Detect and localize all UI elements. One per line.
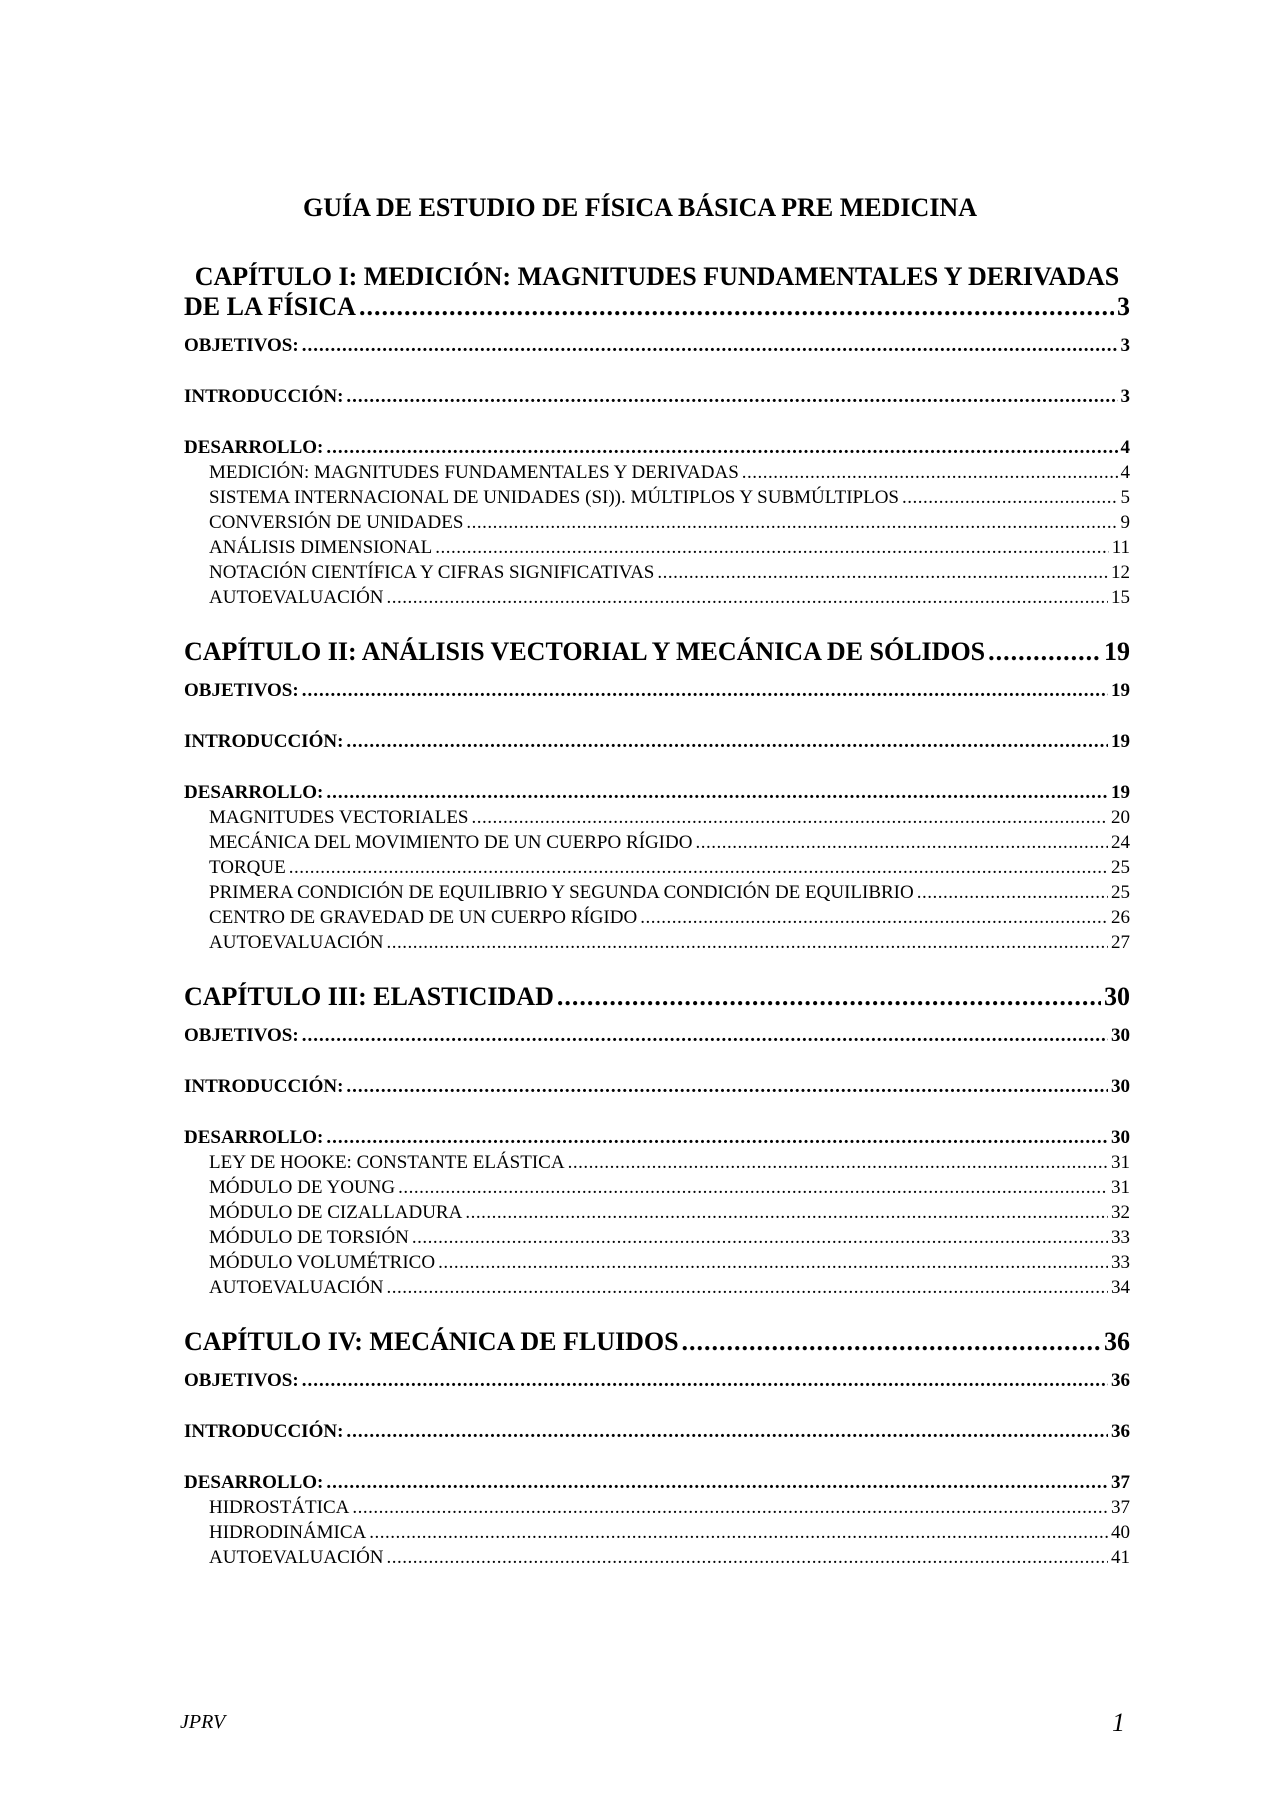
toc-subsection[interactable] — [184, 880, 1130, 905]
subsection-label: MÓDULO DE TORSIÓN — [209, 1227, 409, 1248]
dot-leader — [435, 535, 1108, 560]
dot-leader — [398, 1175, 1108, 1200]
subsection-label: MAGNITUDES VECTORIALES — [209, 807, 469, 828]
section-label: INTRODUCCIÓN: — [184, 731, 344, 752]
toc-subsection[interactable] — [184, 1545, 1130, 1570]
toc-subsection[interactable] — [184, 930, 1130, 955]
page-number: 5 — [1120, 487, 1130, 508]
toc-section-desarrollo[interactable] — [184, 1471, 1130, 1495]
dot-leader — [346, 1075, 1108, 1099]
page-number: 19 — [1104, 637, 1130, 666]
page-number: 27 — [1111, 932, 1130, 953]
section-label: OBJETIVOS: — [184, 335, 299, 356]
section-label: INTRODUCCIÓN: — [184, 1076, 344, 1097]
dot-leader — [682, 1327, 1101, 1357]
section-label: INTRODUCCIÓN: — [184, 1421, 344, 1442]
page-number: 19 — [1111, 680, 1130, 701]
subsection-label: PRIMERA CONDICIÓN DE EQUILIBRIO Y SEGUNDA CONDICIÓN DE EQUILIBRIO — [209, 882, 914, 903]
dot-leader — [640, 905, 1108, 930]
toc-section-introduccion[interactable] — [184, 730, 1130, 754]
chapter-heading[interactable] — [184, 637, 1130, 667]
chapter-title: CAPÍTULO IV: MECÁNICA DE FLUIDOS — [184, 1327, 679, 1356]
page-number: 37 — [1111, 1497, 1130, 1518]
dot-leader — [326, 781, 1108, 805]
dot-leader — [742, 460, 1118, 485]
chapter-title-line1: CAPÍTULO I: MEDICIÓN: MAGNITUDES FUNDAMENTALES Y DERIVADAS — [194, 262, 1120, 291]
subsection-label: SISTEMA INTERNACIONAL DE UNIDADES (SI)). MÚLTIPLOS Y SUBMÚLTIPLOS — [209, 487, 900, 508]
subsection-label: AUTOEVALUACIÓN — [209, 587, 384, 608]
page-number: 36 — [1104, 1327, 1130, 1356]
page-number: 3 — [1117, 292, 1130, 321]
footer-author: JPRV — [180, 1711, 226, 1733]
toc-subsection[interactable] — [184, 1520, 1130, 1545]
dot-leader — [369, 1520, 1108, 1545]
subsection-label: MEDICIÓN: MAGNITUDES FUNDAMENTALES Y DERIVADAS — [209, 462, 739, 483]
page-number: 40 — [1111, 1522, 1130, 1543]
toc-subsection[interactable] — [184, 805, 1130, 830]
toc-section-desarrollo[interactable] — [184, 436, 1130, 460]
dot-leader — [326, 1471, 1108, 1495]
page-number: 37 — [1111, 1472, 1130, 1493]
subsection-label: ANÁLISIS DIMENSIONAL — [209, 537, 433, 558]
toc-subsection[interactable] — [184, 585, 1130, 610]
chapter-title: CAPÍTULO III: ELASTICIDAD — [184, 982, 554, 1011]
footer-page-number: 1 — [1112, 1708, 1125, 1737]
page-number: 25 — [1111, 882, 1130, 903]
dot-leader — [289, 855, 1108, 880]
page-number: 31 — [1111, 1177, 1130, 1198]
subsection-label: TORQUE — [209, 857, 286, 878]
section-label: DESARROLLO: — [184, 1472, 324, 1493]
subsection-label: HIDROSTÁTICA — [209, 1497, 350, 1518]
dot-leader — [387, 585, 1108, 610]
toc-subsection[interactable] — [184, 1150, 1130, 1175]
dot-leader — [657, 560, 1108, 585]
dot-leader — [302, 1369, 1108, 1393]
chapter-heading[interactable] — [184, 982, 1130, 1012]
dot-leader — [359, 292, 1114, 322]
page-number: 30 — [1111, 1025, 1130, 1046]
page-number: 41 — [1111, 1547, 1130, 1568]
dot-leader — [302, 1024, 1108, 1048]
toc-entry — [184, 292, 1130, 322]
table-of-contents — [184, 262, 1130, 1597]
chapter-title: CAPÍTULO II: ANÁLISIS VECTORIAL Y MECÁNICA DE SÓLIDOS — [184, 637, 986, 666]
toc-section-objetivos[interactable] — [184, 679, 1130, 703]
section-label: DESARROLLO: — [184, 1127, 324, 1148]
dot-leader — [917, 880, 1108, 905]
toc-subsection[interactable] — [184, 855, 1130, 880]
section-label: DESARROLLO: — [184, 782, 324, 803]
page-number: 20 — [1111, 807, 1130, 828]
document-title: GUÍA DE ESTUDIO DE FÍSICA BÁSICA PRE MEDICINA — [303, 193, 977, 222]
section-label: OBJETIVOS: — [184, 680, 299, 701]
page-number: 36 — [1111, 1370, 1130, 1391]
page-number: 3 — [1120, 335, 1130, 356]
section-label: OBJETIVOS: — [184, 1370, 299, 1391]
toc-subsection[interactable] — [184, 1275, 1130, 1300]
dot-leader — [326, 436, 1117, 460]
subsection-label: MECÁNICA DEL MOVIMIENTO DE UN CUERPO RÍGIDO — [209, 832, 693, 853]
page-number: 24 — [1111, 832, 1130, 853]
chapter-heading[interactable] — [184, 1327, 1130, 1357]
page-number: 25 — [1111, 857, 1130, 878]
toc-section-desarrollo[interactable] — [184, 781, 1130, 805]
toc-chapter-1 — [184, 262, 1130, 610]
dot-leader — [438, 1250, 1108, 1275]
toc-subsection[interactable] — [184, 485, 1130, 510]
dot-leader — [412, 1225, 1108, 1250]
toc-subsection[interactable] — [184, 830, 1130, 855]
toc-section-introduccion[interactable] — [184, 385, 1130, 409]
subsection-label: MÓDULO DE CIZALLADURA — [209, 1202, 463, 1223]
subsection-label: AUTOEVALUACIÓN — [209, 932, 384, 953]
dot-leader — [695, 830, 1108, 855]
dot-leader — [465, 1200, 1108, 1225]
page-number: 30 — [1104, 982, 1130, 1011]
toc-subsection[interactable] — [184, 1495, 1130, 1520]
dot-leader — [302, 334, 1118, 358]
subsection-label: HIDRODINÁMICA — [209, 1522, 367, 1543]
dot-leader — [568, 1150, 1108, 1175]
subsection-label: LEY DE HOOKE: CONSTANTE ELÁSTICA — [209, 1152, 565, 1173]
subsection-label: CENTRO DE GRAVEDAD DE UN CUERPO RÍGIDO — [209, 907, 638, 928]
toc-chapter-4 — [184, 1327, 1130, 1570]
toc-subsection[interactable] — [184, 560, 1130, 585]
page-number: 19 — [1111, 782, 1130, 803]
toc-subsection[interactable] — [184, 1175, 1130, 1200]
page-number: 26 — [1111, 907, 1130, 928]
toc-subsection[interactable] — [184, 535, 1130, 560]
section-label: DESARROLLO: — [184, 437, 324, 458]
toc-subsection[interactable] — [184, 905, 1130, 930]
dot-leader — [346, 730, 1108, 754]
toc-section-objetivos[interactable] — [184, 1369, 1130, 1393]
subsection-label: MÓDULO VOLUMÉTRICO — [209, 1252, 436, 1273]
dot-leader — [302, 679, 1108, 703]
dot-leader — [988, 637, 1101, 667]
page-number: 33 — [1111, 1252, 1130, 1273]
subsection-label: NOTACIÓN CIENTÍFICA Y CIFRAS SIGNIFICATIVAS — [209, 562, 655, 583]
toc-subsection[interactable] — [184, 1200, 1130, 1225]
toc-subsection[interactable] — [184, 510, 1130, 535]
page-number: 31 — [1111, 1152, 1130, 1173]
dot-leader — [352, 1495, 1108, 1520]
page-number: 36 — [1111, 1421, 1130, 1442]
toc-section-introduccion[interactable] — [184, 1075, 1130, 1099]
page-number: 30 — [1111, 1127, 1130, 1148]
page-number: 32 — [1111, 1202, 1130, 1223]
page-number: 9 — [1120, 512, 1130, 533]
subsection-label: AUTOEVALUACIÓN — [209, 1547, 384, 1568]
toc-chapter-3 — [184, 982, 1130, 1300]
section-label: INTRODUCCIÓN: — [184, 386, 344, 407]
subsection-label: AUTOEVALUACIÓN — [209, 1277, 384, 1298]
dot-leader — [466, 510, 1117, 535]
dot-leader — [387, 1275, 1108, 1300]
toc-section-desarrollo[interactable] — [184, 1126, 1130, 1150]
toc-subsection[interactable] — [184, 1250, 1130, 1275]
page-number: 3 — [1120, 386, 1130, 407]
page-number: 30 — [1111, 1076, 1130, 1097]
toc-section-objetivos[interactable] — [184, 334, 1130, 358]
section-label: OBJETIVOS: — [184, 1025, 299, 1046]
dot-leader — [557, 982, 1101, 1012]
page-number: 4 — [1120, 462, 1130, 483]
page-number: 11 — [1111, 537, 1130, 558]
page-number: 34 — [1111, 1277, 1130, 1298]
page-number: 4 — [1120, 437, 1130, 458]
dot-leader — [326, 1126, 1108, 1150]
dot-leader — [472, 805, 1109, 830]
toc-section-objetivos[interactable] — [184, 1024, 1130, 1048]
page-number: 12 — [1111, 562, 1130, 583]
dot-leader — [387, 1545, 1108, 1570]
dot-leader — [346, 1420, 1108, 1444]
chapter-heading[interactable] — [184, 262, 1130, 322]
toc-subsection[interactable] — [184, 460, 1130, 485]
page-number: 15 — [1111, 587, 1130, 608]
page-number: 33 — [1111, 1227, 1130, 1248]
dot-leader — [902, 485, 1117, 510]
toc-subsection[interactable] — [184, 1225, 1130, 1250]
dot-leader — [346, 385, 1117, 409]
subsection-label: CONVERSIÓN DE UNIDADES — [209, 512, 464, 533]
chapter-title-line2: DE LA FÍSICA — [184, 292, 356, 321]
page-number: 19 — [1111, 731, 1130, 752]
toc-section-introduccion[interactable] — [184, 1420, 1130, 1444]
subsection-label: MÓDULO DE YOUNG — [209, 1177, 396, 1198]
toc-chapter-2 — [184, 637, 1130, 955]
dot-leader — [387, 930, 1108, 955]
